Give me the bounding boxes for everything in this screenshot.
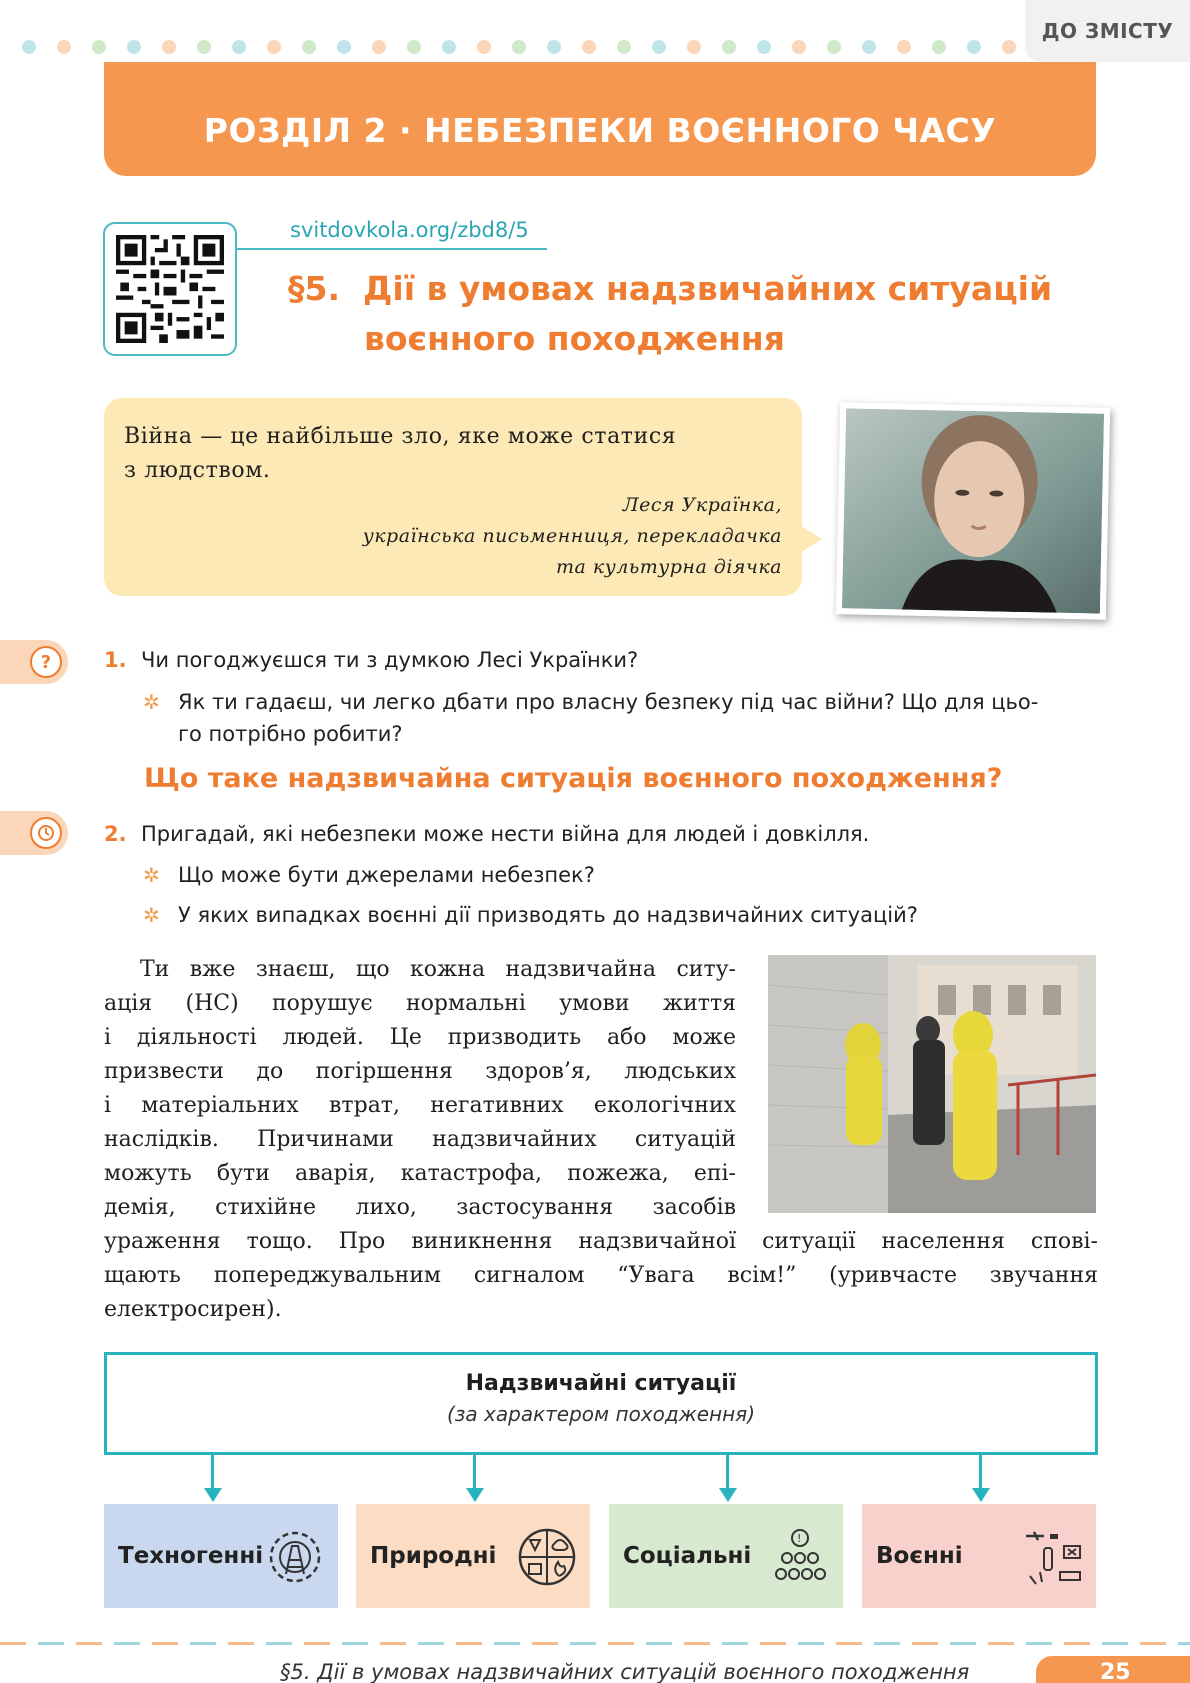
question-mark-icon: ? [30, 646, 62, 678]
decorative-dot [267, 40, 281, 54]
question-text: Чи погоджуєшся ти з думкою Лесі Українки? [141, 648, 639, 672]
subitem-line: Як ти гадаєш, чи легко дбати про власну безпеку під час війни? Що для цьо- [178, 690, 1039, 714]
question-text: Пригадай, які небезпеки може нести війна для людей і довкілля. [141, 822, 870, 846]
clock-icon [30, 817, 62, 849]
subitem-line: го потрібно робити? [178, 722, 403, 746]
quote-tail [800, 525, 822, 553]
category-label: Соціальні [623, 1543, 752, 1569]
diagram-arrowhead [972, 1488, 990, 1502]
footer-running-title: §5. Дії в умовах надзвичайних ситуацій воєнного походження [280, 1660, 970, 1683]
category-natural [356, 1504, 590, 1608]
decorative-dot [687, 40, 701, 54]
decorative-dot [792, 40, 806, 54]
section-number: §5. [288, 269, 340, 308]
qr-code[interactable] [103, 222, 237, 356]
decorative-dot [337, 40, 351, 54]
section-title-line2: воєнного походження [364, 319, 785, 358]
sun-bullet-icon: ✲ [143, 863, 160, 887]
decorative-dot [967, 40, 981, 54]
diagram-title: Надзвичайні ситуації [465, 1371, 737, 1396]
decorative-dot [372, 40, 386, 54]
recall-marker [0, 811, 68, 855]
decorative-dot [722, 40, 736, 54]
decorative-dot [582, 40, 596, 54]
paragraph-line: Ти вже знаєш, що кожна надзвичайна ситу- [140, 957, 736, 982]
decorative-dot [92, 40, 106, 54]
paragraph-line: можуть бути аварія, катастрофа, пожежа, епі- [104, 1161, 736, 1186]
subheading: Що таке надзвичайна ситуація воєнного походження? [144, 763, 1003, 794]
decorative-dot [1002, 40, 1016, 54]
quote-author [250, 490, 782, 583]
decorative-dots [22, 40, 1042, 54]
svg-text:!: ! [797, 1532, 802, 1545]
author-name: Леся Українка, [622, 494, 782, 516]
decorative-dot [407, 40, 421, 54]
weather-circle-icon [514, 1524, 580, 1590]
author-role: українська письменниця, перекладачка [362, 525, 782, 547]
section-title [288, 264, 1088, 364]
section-url[interactable]: svitdovkola.org/zbd8/5 [290, 218, 529, 242]
decorative-dot [22, 40, 36, 54]
decorative-dot [862, 40, 876, 54]
decorative-dot [477, 40, 491, 54]
quote-line: Війна — це найбільше зло, яке може статися [124, 424, 677, 449]
diagram-arrow [979, 1455, 982, 1490]
url-underline [237, 248, 547, 250]
paragraph-line: наслідків. Причинами надзвичайних ситуацій [104, 1127, 736, 1152]
decorative-dot [932, 40, 946, 54]
quote-text [124, 420, 764, 488]
paragraph-line: демія, стихійне лихо, застосування засобів [104, 1195, 736, 1220]
decorative-dot [232, 40, 246, 54]
diagram-header-box [104, 1352, 1098, 1455]
category-label: Природні [370, 1543, 497, 1569]
industrial-gear-icon [262, 1524, 328, 1590]
paragraph-line: щають попереджувальним сигналом “Увага всім!” (уривчасте звучання [104, 1263, 1098, 1288]
decorative-dot [197, 40, 211, 54]
diagram-arrow [211, 1455, 214, 1490]
decorative-dot [652, 40, 666, 54]
decorative-dot [897, 40, 911, 54]
diagram-arrow [726, 1455, 729, 1490]
chapter-title: РОЗДІЛ 2 · НЕБЕЗПЕКИ ВОЄННОГО ЧАСУ [203, 111, 997, 150]
paragraph-line: призвести до погіршення здоров’я, людських [104, 1059, 736, 1084]
paragraph-line: ураження тощо. Про виникнення надзвичайної ситуації населення сповi- [104, 1229, 1098, 1254]
military-icon [1020, 1524, 1086, 1590]
decorative-dot [57, 40, 71, 54]
decorative-dot [827, 40, 841, 54]
question-subitem [178, 686, 1098, 750]
category-technogenic [104, 1504, 338, 1608]
diagram-arrowhead [466, 1488, 484, 1502]
category-label: Техногенні [118, 1543, 264, 1569]
portrait-photo [836, 402, 1110, 620]
quote-line: з людством. [124, 458, 271, 483]
category-social [609, 1504, 843, 1608]
diagram-arrowhead [719, 1488, 737, 1502]
decorative-dot [547, 40, 561, 54]
question-subitem: Що може бути джерелами небезпек? [178, 863, 595, 887]
question-number: 2. [104, 822, 127, 846]
body-paragraph [104, 953, 736, 1225]
sun-bullet-icon: ✲ [143, 903, 160, 927]
sun-bullet-icon: ✲ [143, 690, 160, 714]
question-marker [0, 640, 68, 684]
author-role: та культурна діячка [556, 556, 782, 578]
category-military [862, 1504, 1096, 1608]
hazmat-street-photo [768, 955, 1096, 1213]
question-number: 1. [104, 648, 127, 672]
decorative-dot [617, 40, 631, 54]
diagram-arrowhead [204, 1488, 222, 1502]
chapter-banner [104, 62, 1096, 176]
question-subitem: У яких випадках воєнні дії призводять до надзвичайних ситуацій? [178, 903, 918, 927]
page-number: 25 [1036, 1656, 1190, 1683]
paragraph-line: ація (НС) порушує нормальні умови життя [104, 991, 736, 1016]
paragraph-line: і діяльності людей. Це призводить або може [104, 1025, 736, 1050]
decorative-dot [757, 40, 771, 54]
paragraph-line: і матеріальних втрат, негативних екологічних [104, 1093, 736, 1118]
decorative-dot [162, 40, 176, 54]
body-paragraph-continued [104, 1225, 1098, 1327]
section-title-line1: Дії в умовах надзвичайних ситуацій [363, 269, 1053, 308]
diagram-subtitle: (за характером походження) [446, 1402, 756, 1426]
qr-code-icon [116, 235, 224, 343]
category-label: Воєнні [876, 1543, 963, 1569]
paragraph-line: електросирен). [104, 1297, 282, 1322]
people-group-icon [767, 1524, 833, 1590]
diagram-arrow [473, 1455, 476, 1490]
decorative-dot [512, 40, 526, 54]
toc-link[interactable]: ДО ЗМІСТУ [1025, 0, 1190, 62]
footer-divider [0, 1642, 1190, 1645]
decorative-dot [442, 40, 456, 54]
decorative-dot [302, 40, 316, 54]
decorative-dot [127, 40, 141, 54]
